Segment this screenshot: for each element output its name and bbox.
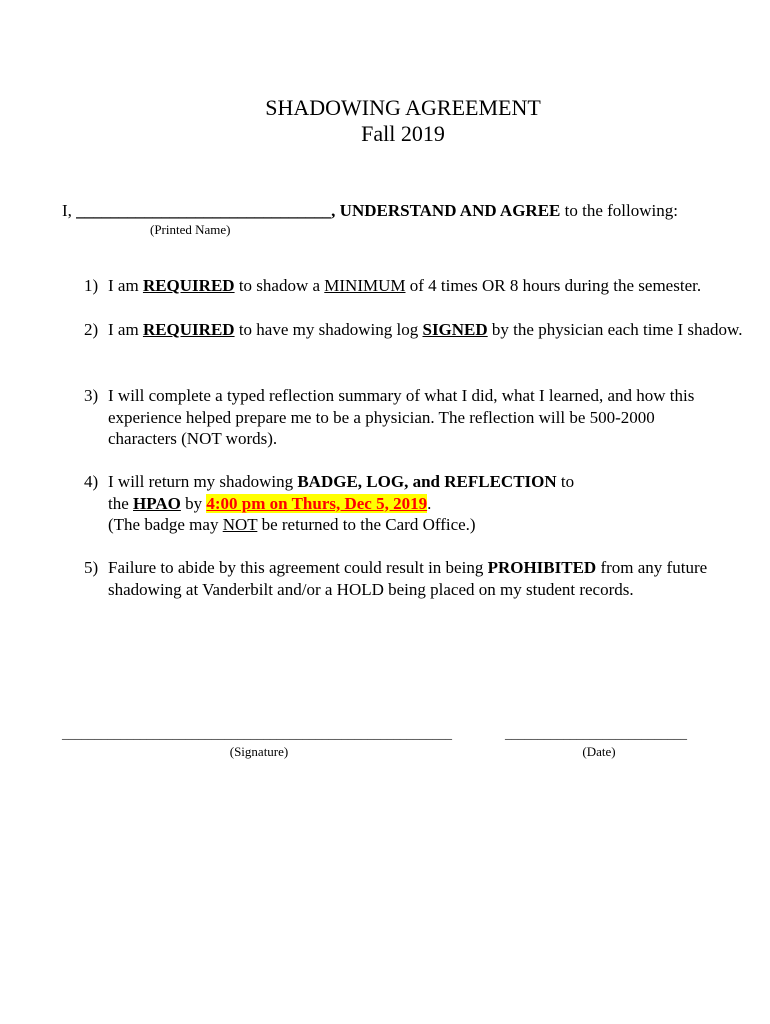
- item-number: 3): [84, 386, 99, 405]
- item-emphasis: REQUIRED: [142, 276, 235, 295]
- item-text-part: of 4 times OR 8 hours during the semester.: [405, 276, 702, 295]
- item-text-part: to: [556, 472, 575, 491]
- item-text-part: I will return my shadowing: [108, 472, 298, 491]
- item-text-part: I am: [108, 320, 143, 339]
- item-number: 1): [84, 276, 99, 295]
- document-title: SHADOWING AGREEMENT: [265, 95, 541, 120]
- item-line: experience helped prepare me to be a physician. The reflection will be 500-2000: [108, 407, 655, 427]
- item-text-part: from any future: [596, 558, 708, 577]
- item-text-part: .: [427, 493, 432, 513]
- date-caption: (Date): [582, 744, 616, 759]
- list-item: [84, 385, 744, 450]
- item-line: characters (NOT words).: [108, 429, 278, 448]
- item-emphasis: PROHIBITED: [487, 558, 597, 577]
- item-text-part: the: [108, 493, 134, 513]
- item-line: [108, 557, 744, 579]
- item-text: [108, 275, 744, 297]
- intro-prefix: I,: [62, 201, 77, 220]
- item-text-part: be returned to the Card Office.): [257, 515, 476, 534]
- item-text-part: to shadow a: [234, 276, 325, 295]
- item-underline: NOT: [222, 515, 258, 534]
- item-text-part: (The badge may: [108, 515, 223, 534]
- item-number: 4): [84, 472, 99, 491]
- item-line: [108, 493, 744, 515]
- printed-name-blank[interactable]: ______________________________: [76, 201, 332, 220]
- item-text-part: to have my shadowing log: [234, 320, 423, 339]
- item-line: [108, 514, 744, 536]
- item-line: I will complete a typed reflection summary of what I did, what I learned, and how this: [108, 386, 695, 405]
- item-text: [108, 319, 744, 341]
- item-emphasis: REQUIRED: [142, 320, 235, 339]
- intro-bold: UNDERSTAND AND AGREE: [339, 201, 561, 220]
- item-line: shadowing at Vanderbilt and/or a HOLD being placed on my student records.: [108, 579, 634, 599]
- document-subtitle: Fall 2019: [361, 121, 445, 146]
- item-underline: MINIMUM: [324, 276, 406, 295]
- item-text-part: by the physician each time I shadow.: [487, 320, 743, 339]
- item-text-part: Failure to abide by this agreement could result in being: [108, 558, 488, 577]
- item-number: 2): [84, 320, 99, 339]
- list-item: [84, 319, 744, 341]
- date-line[interactable]: ____________________________: [505, 726, 687, 741]
- list-item: [84, 275, 744, 297]
- item-text: [108, 557, 744, 600]
- signature-line[interactable]: ____________________________________________________________: [62, 726, 452, 741]
- item-text: [108, 385, 744, 450]
- intro-comma: ,: [331, 201, 340, 220]
- intro-suffix: to the following:: [560, 201, 678, 220]
- item-text: [108, 471, 744, 536]
- item-text-part: by: [180, 493, 207, 513]
- intro-statement: [62, 200, 678, 222]
- item-emphasis: HPAO: [133, 493, 181, 513]
- item-text-part: I am: [108, 276, 143, 295]
- list-item: [84, 471, 744, 536]
- item-emphasis: SIGNED: [422, 320, 488, 339]
- printed-name-caption: (Printed Name): [150, 222, 231, 237]
- item-emphasis: BADGE, LOG, and REFLECTION: [297, 472, 557, 491]
- item-number: 5): [84, 558, 99, 577]
- list-item: [84, 557, 744, 600]
- item-line: [108, 471, 744, 493]
- signature-caption: (Signature): [229, 744, 289, 759]
- deadline-highlight: 4:00 pm on Thurs, Dec 5, 2019: [206, 493, 428, 513]
